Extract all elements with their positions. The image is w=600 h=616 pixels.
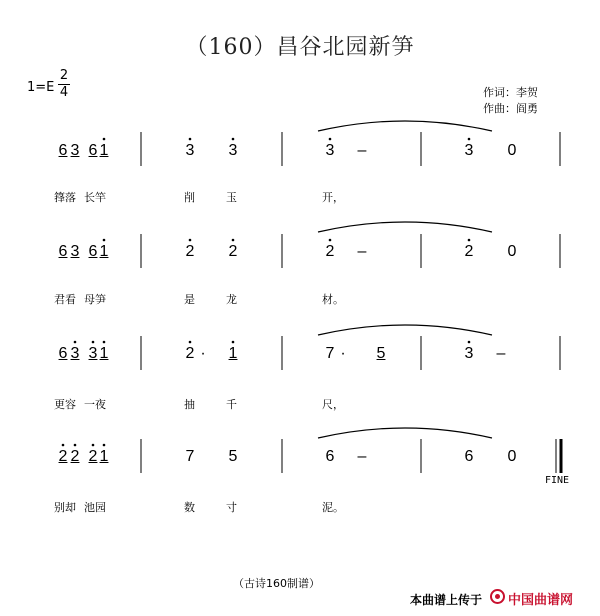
barlines bbox=[141, 132, 561, 473]
lyric: 数 bbox=[184, 501, 195, 514]
composer-credit: 作曲：阎勇 bbox=[483, 102, 538, 115]
lyric: 箨落 bbox=[54, 191, 76, 204]
high-dot bbox=[232, 239, 235, 242]
key-signature: 1=E bbox=[27, 80, 55, 95]
time-signature-bottom: 4 bbox=[59, 85, 69, 100]
note: 3 bbox=[325, 142, 335, 159]
note: 1 bbox=[99, 142, 109, 159]
dash: – bbox=[496, 345, 506, 362]
high-dot bbox=[103, 138, 106, 141]
high-dot bbox=[468, 341, 471, 344]
high-dot bbox=[74, 444, 77, 447]
time-signature-top: 2 bbox=[59, 68, 69, 83]
lyric: 君看 bbox=[54, 293, 76, 306]
high-dot bbox=[92, 444, 95, 447]
dash: – bbox=[357, 142, 367, 159]
lyric: 抽 bbox=[184, 398, 195, 411]
high-dot bbox=[189, 239, 192, 242]
note: 6 bbox=[58, 142, 68, 159]
note: 3 bbox=[464, 345, 474, 362]
high-dot bbox=[329, 138, 332, 141]
note: 6 bbox=[464, 448, 474, 465]
note: 2 bbox=[88, 448, 98, 465]
page-title: （160）昌谷北园新笋 bbox=[185, 35, 415, 60]
note: 7 bbox=[185, 448, 195, 465]
lyric: 母笋 bbox=[84, 293, 106, 306]
slurs bbox=[318, 121, 492, 438]
slur bbox=[318, 121, 492, 131]
note: 2 bbox=[185, 345, 195, 362]
dash: – bbox=[357, 448, 367, 465]
dash: – bbox=[357, 243, 367, 260]
note: 0 bbox=[507, 142, 517, 159]
high-dot bbox=[62, 444, 65, 447]
lyric: 削 bbox=[184, 191, 195, 204]
lyric: 池园 bbox=[84, 501, 106, 514]
high-dot bbox=[468, 239, 471, 242]
lyric: 玉 bbox=[226, 191, 237, 204]
high-dot bbox=[103, 341, 106, 344]
octave-dots bbox=[62, 138, 471, 447]
note: 2 bbox=[325, 243, 335, 260]
high-dot bbox=[232, 138, 235, 141]
slur bbox=[318, 222, 492, 232]
note: 0 bbox=[507, 243, 517, 260]
high-dot bbox=[232, 341, 235, 344]
slur bbox=[318, 428, 492, 438]
high-dot bbox=[103, 239, 106, 242]
high-dot bbox=[92, 341, 95, 344]
high-dot bbox=[189, 138, 192, 141]
note: 1 bbox=[99, 243, 109, 260]
note: 3 bbox=[70, 345, 80, 362]
lyricist-credit: 作词：李贺 bbox=[483, 86, 538, 99]
note: 3 bbox=[464, 142, 474, 159]
augmentation-dot: · bbox=[200, 345, 206, 362]
high-dot bbox=[103, 444, 106, 447]
note: 2 bbox=[185, 243, 195, 260]
lyric: 寸 bbox=[226, 501, 237, 514]
high-dot bbox=[189, 341, 192, 344]
note: 6 bbox=[58, 243, 68, 260]
note: 3 bbox=[70, 142, 80, 159]
lyric: 开， bbox=[322, 191, 344, 204]
lyric: 尺， bbox=[322, 398, 344, 411]
note: 1 bbox=[228, 345, 238, 362]
note: 2 bbox=[58, 448, 68, 465]
note: 3 bbox=[228, 142, 238, 159]
fine-mark: FINE bbox=[545, 475, 570, 486]
lyric: 龙 bbox=[226, 293, 237, 306]
high-dot bbox=[468, 138, 471, 141]
note: 2 bbox=[464, 243, 474, 260]
lyric: 别却 bbox=[54, 501, 76, 514]
note: 2 bbox=[70, 448, 80, 465]
lyric: 更容 bbox=[54, 398, 76, 411]
cn-logo-icon bbox=[490, 589, 505, 604]
lyric: 材。 bbox=[322, 293, 344, 306]
lyric: 泥。 bbox=[322, 501, 344, 514]
high-dot bbox=[329, 239, 332, 242]
high-dot bbox=[74, 341, 77, 344]
note: 1 bbox=[99, 345, 109, 362]
note: 3 bbox=[70, 243, 80, 260]
lyric: 是 bbox=[184, 293, 195, 306]
note: 3 bbox=[185, 142, 195, 159]
note: 1 bbox=[99, 448, 109, 465]
lyric: 千 bbox=[226, 398, 237, 411]
note: 2 bbox=[228, 243, 238, 260]
note: 7 bbox=[325, 345, 335, 362]
note: 5 bbox=[228, 448, 238, 465]
footer-note: （古诗160制谱） bbox=[233, 577, 320, 590]
note: 5 bbox=[376, 345, 386, 362]
note: 6 bbox=[88, 142, 98, 159]
brand-name[interactable]: 中国曲谱网 bbox=[508, 593, 574, 608]
augmentation-dot: · bbox=[340, 345, 346, 362]
footer-source: 本曲谱上传于 bbox=[410, 593, 483, 607]
note: 6 bbox=[325, 448, 335, 465]
note: 3 bbox=[88, 345, 98, 362]
lyric: 一夜 bbox=[84, 398, 106, 411]
lyric: 长竿 bbox=[84, 191, 106, 204]
note: 6 bbox=[58, 345, 68, 362]
note: 0 bbox=[507, 448, 517, 465]
slur bbox=[318, 325, 492, 335]
note: 6 bbox=[88, 243, 98, 260]
